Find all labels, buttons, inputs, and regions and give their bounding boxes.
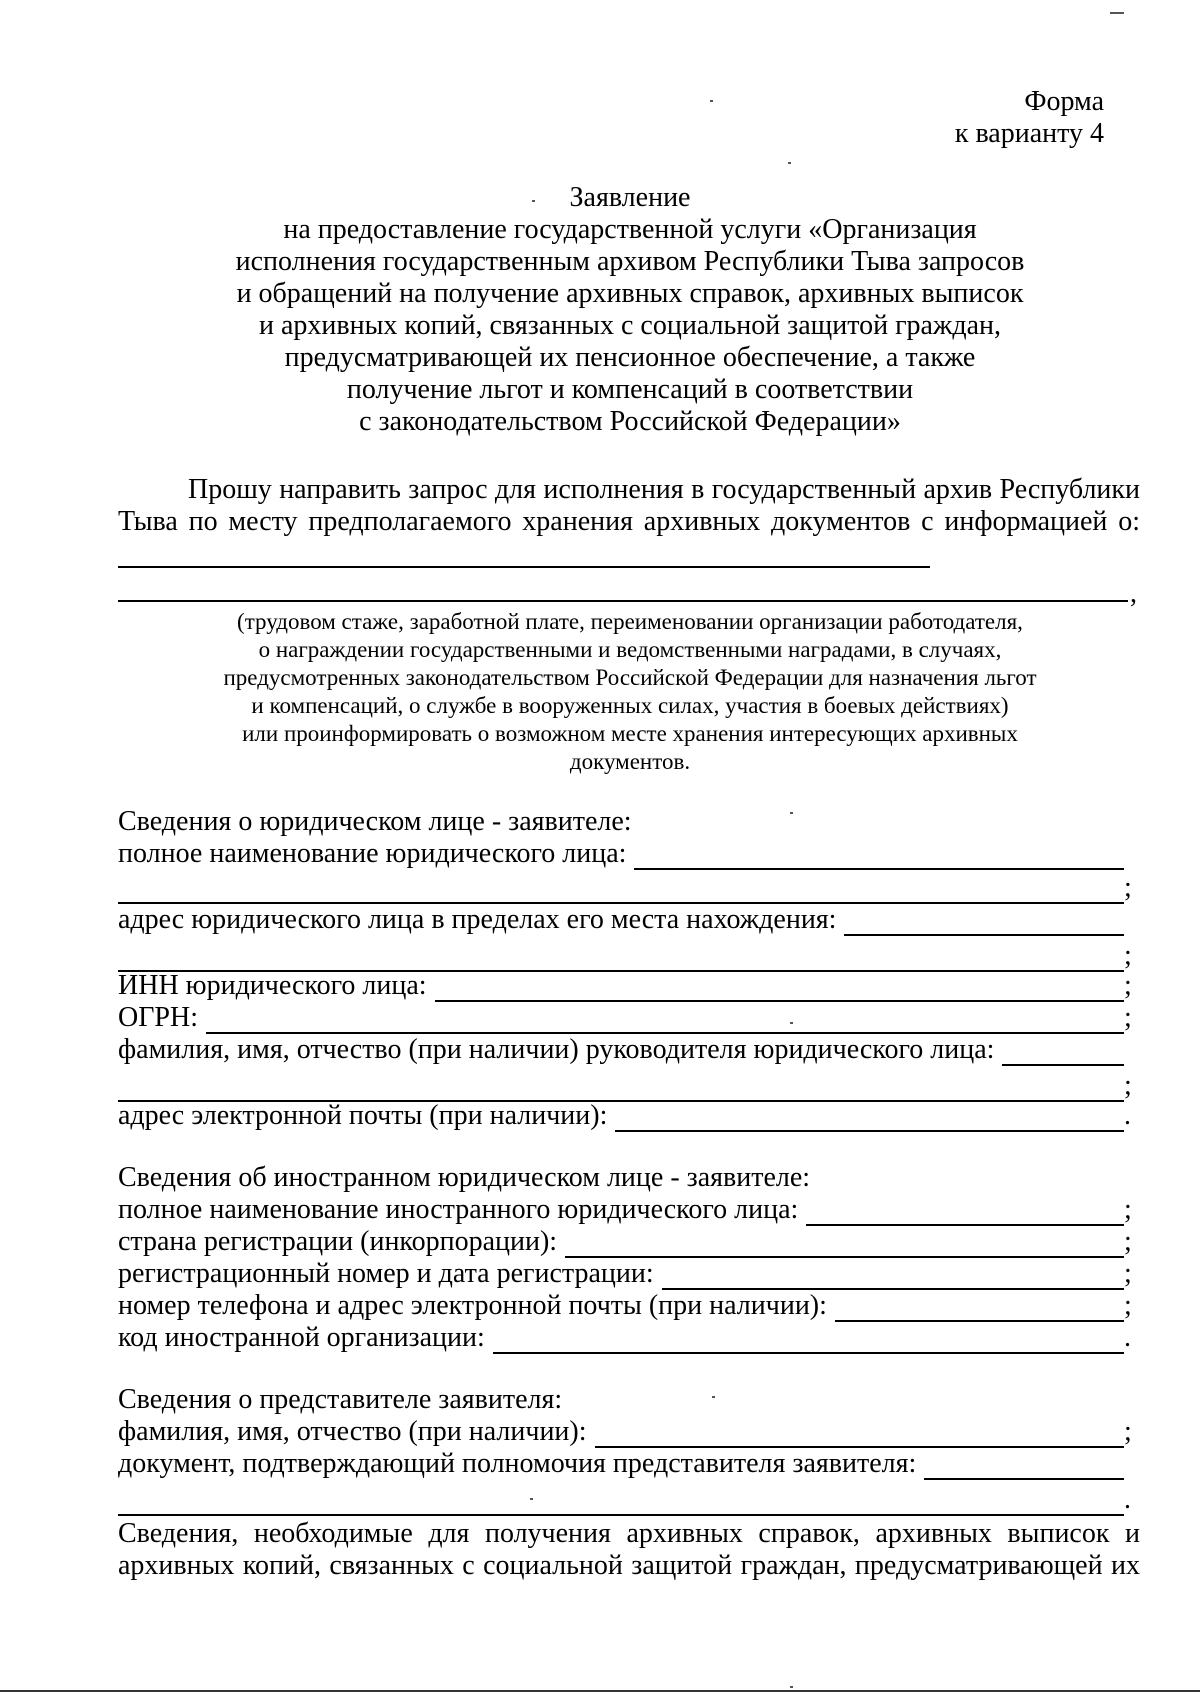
legal-ogrn-row: [118, 1002, 1136, 1034]
foreign-full-name-row: [118, 1194, 1136, 1226]
title-line: на предоставление государственной услуги «Организация: [283, 214, 977, 245]
legal-address-row: [118, 904, 1136, 936]
foreign-full-name-label: полное наименование иностранного юридического лица:: [118, 1194, 799, 1225]
foreign-reg-number-field[interactable]: [662, 1262, 1124, 1290]
legal-full-name-field[interactable]: [634, 842, 1124, 870]
foreign-org-code-field[interactable]: [493, 1326, 1124, 1354]
scan-speck: [788, 162, 791, 164]
scan-speck: [712, 1396, 715, 1398]
foreign-phone-email-label: номер телефона и адрес электронной почты (при наличии):: [118, 1290, 827, 1321]
legal-ogrn-label: ОГРН:: [118, 1002, 198, 1033]
legal-address-field[interactable]: [844, 908, 1124, 936]
foreign-org-code-row: [118, 1322, 1136, 1354]
legal-head-name-cont-row: [118, 1070, 1136, 1102]
semicolon: ;: [1124, 1290, 1132, 1321]
period: .: [1124, 1484, 1131, 1515]
legal-entity-heading: Сведения о юридическом лице - заявителе:: [118, 806, 632, 837]
form-label: Форма: [1024, 86, 1104, 117]
request-blank-comma: ,: [1130, 578, 1137, 609]
semicolon: ;: [1124, 872, 1132, 903]
legal-email-label: адрес электронной почты (при наличии):: [118, 1100, 608, 1131]
foreign-reg-number-row: [118, 1258, 1136, 1290]
rep-full-name-row: [118, 1416, 1136, 1448]
legal-address-field-cont[interactable]: [118, 944, 1124, 972]
semicolon: ;: [1124, 1258, 1132, 1289]
legal-inn-field[interactable]: [435, 974, 1124, 1002]
request-blank-line-2[interactable]: [118, 600, 1128, 602]
foreign-phone-email-row: [118, 1290, 1136, 1322]
legal-address-cont-row: [118, 940, 1136, 972]
request-line-1: Прошу направить запрос для исполнения в государственный архив Республики: [188, 474, 1140, 505]
note-line: (трудовом стаже, заработной плате, переименовании организации работодателя,: [237, 609, 1023, 634]
semicolon: ;: [1124, 1416, 1132, 1447]
legal-full-name-field-cont[interactable]: [118, 876, 1124, 904]
legal-head-name-row: [118, 1034, 1136, 1066]
footer-line-1: Сведения, необходимые для получения архивных справок, архивных выписок и: [118, 1518, 1140, 1549]
legal-head-name-field[interactable]: [1002, 1038, 1124, 1066]
scan-speck: [790, 1686, 793, 1688]
semicolon: ;: [1124, 1226, 1132, 1257]
title-line: с законодательством Российской Федерации»: [359, 406, 901, 437]
legal-inn-label: ИНН юридического лица:: [118, 970, 427, 1001]
legal-head-name-field-cont[interactable]: [118, 1074, 1124, 1102]
scan-speck: [1110, 12, 1124, 14]
legal-ogrn-field[interactable]: [206, 1006, 1124, 1034]
request-blank-line-1[interactable]: [118, 566, 930, 568]
semicolon: ;: [1124, 1194, 1132, 1225]
page-bottom-edge: [0, 1690, 1200, 1692]
scan-speck: [710, 100, 713, 102]
title-line: и архивных копий, связанных с социальной защитой граждан,: [259, 310, 1001, 341]
foreign-full-name-field[interactable]: [806, 1198, 1124, 1226]
legal-full-name-label: полное наименование юридического лица:: [118, 838, 627, 869]
semicolon: ;: [1124, 1002, 1132, 1033]
foreign-country-label: страна регистрации (инкорпорации):: [118, 1226, 558, 1257]
note-line: или проинформировать о возможном месте хранения интересующих архивных: [242, 721, 1018, 746]
title-line: получение льгот и компенсаций в соответствии: [346, 374, 914, 405]
legal-head-name-label: фамилия, имя, отчество (при наличии) руководителя юридического лица:: [118, 1034, 995, 1065]
legal-email-row: [118, 1100, 1136, 1132]
foreign-entity-heading: Сведения об иностранном юридическом лице - заявителе:: [118, 1162, 811, 1193]
request-line-2: Тыва по месту предполагаемого хранения архивных документов с информацией о:: [118, 506, 1140, 537]
document-title: Заявление: [569, 182, 691, 213]
foreign-country-field[interactable]: [565, 1230, 1124, 1258]
note-line: документов.: [569, 749, 691, 774]
rep-authority-doc-field-cont[interactable]: [118, 1488, 1124, 1516]
legal-email-field[interactable]: [615, 1104, 1124, 1132]
title-line: предусматривающей их пенсионное обеспечение, а также: [284, 342, 976, 373]
semicolon: ;: [1124, 1070, 1132, 1101]
note-line: и компенсаций, о службе в вооруженных силах, участия в боевых действиях): [251, 693, 1009, 718]
semicolon: ;: [1124, 940, 1132, 971]
legal-full-name-row: [118, 838, 1136, 870]
legal-inn-row: [118, 970, 1136, 1002]
scan-speck: [790, 812, 793, 814]
representative-heading: Сведения о представителе заявителя:: [118, 1384, 563, 1415]
note-line: о награждении государственными и ведомственными наградами, в случаях,: [258, 637, 1002, 662]
period: .: [1124, 1322, 1131, 1353]
rep-authority-doc-field[interactable]: [924, 1452, 1124, 1480]
title-line: и обращений на получение архивных справок, архивных выписок: [236, 278, 1024, 309]
note-line: предусмотренных законодательством Российской Федерации для назначения льгот: [223, 665, 1037, 690]
rep-authority-doc-row: [118, 1448, 1136, 1480]
foreign-org-code-label: код иностранной организации:: [118, 1322, 485, 1353]
scan-speck: [790, 1022, 793, 1024]
title-line: исполнения государственным архивом Республики Тыва запросов: [235, 246, 1025, 277]
variant-label: к варианту 4: [954, 118, 1104, 149]
semicolon: ;: [1124, 970, 1132, 1001]
rep-authority-doc-label: документ, подтверждающий полномочия представителя заявителя:: [118, 1448, 917, 1479]
period: .: [1124, 1100, 1131, 1131]
rep-full-name-field[interactable]: [595, 1420, 1124, 1448]
footer-line-2: архивных копий, связанных с социальной защитой граждан, предусматривающей их: [118, 1550, 1140, 1581]
foreign-reg-number-label: регистрационный номер и дата регистрации:: [118, 1258, 654, 1289]
legal-full-name-cont-row: [118, 872, 1136, 904]
scan-speck: [530, 1498, 533, 1500]
foreign-phone-email-field[interactable]: [835, 1294, 1124, 1322]
rep-full-name-label: фамилия, имя, отчество (при наличии):: [118, 1416, 587, 1447]
rep-authority-doc-cont-row: [118, 1484, 1136, 1516]
scan-speck: [532, 200, 535, 202]
legal-address-label: адрес юридического лица в пределах его места нахождения:: [118, 904, 837, 935]
foreign-country-row: [118, 1226, 1136, 1258]
